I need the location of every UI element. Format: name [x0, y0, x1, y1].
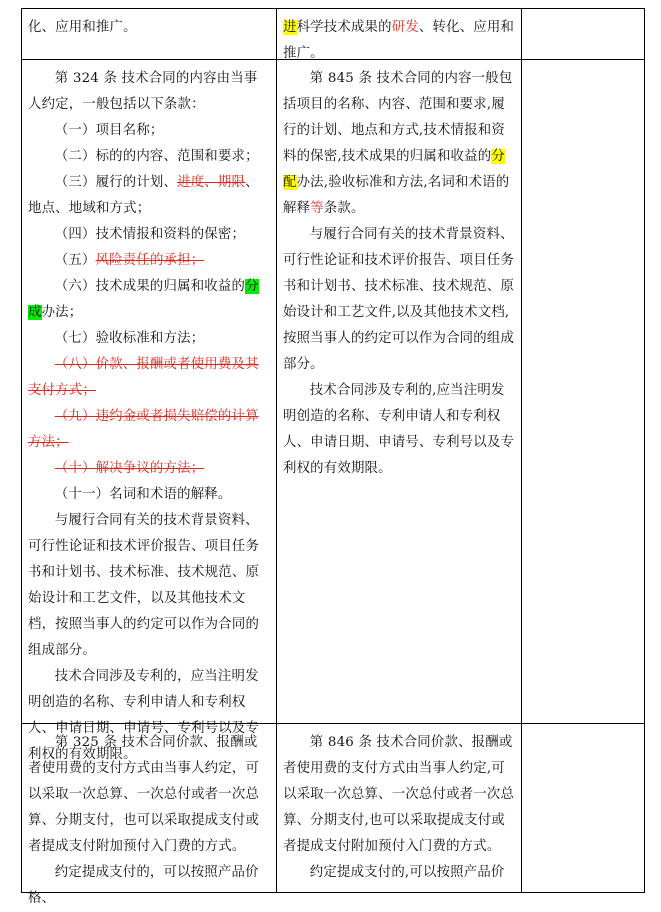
notes-cell — [522, 9, 644, 59]
red-insertion: 研发 — [391, 20, 419, 35]
deleted-text: 风险责任的承担； — [95, 253, 205, 268]
paragraph: 技术合同涉及专利的,应当注明发明创造的名称、专利申请人和专利权人、申请日期、申请号、专利号以及专利权的有效期限。 — [283, 383, 515, 476]
deleted-text: 进度、期限 — [177, 175, 246, 190]
highlight-yellow: 进 — [283, 20, 297, 35]
article-324: 第 324 条 技术合同的内容由当事人约定，一般包括以下条款： — [28, 71, 258, 112]
old-text: 化、应用和推广。 — [28, 20, 137, 35]
list-item: （五）风险责任的承担； — [54, 253, 205, 268]
new-text: 进科学技术成果的研发、转化、应用和推广。 — [283, 20, 515, 61]
paragraph: 技术合同涉及专利的，应当注明发明创造的名称、专利申请人和专利权人、申请日期、申请号、专利号以及专利权的有效期限。 — [28, 669, 260, 762]
new-law-cell — [277, 724, 522, 892]
list-item: （三）履行的计划、进度、期限、地点、地域和方式； — [28, 175, 259, 216]
highlight-yellow: 分配 — [283, 149, 505, 190]
new-law-cell — [277, 60, 522, 723]
list-item: （六）技术成果的归属和收益的分成办法； — [28, 279, 259, 320]
paragraph: 约定提成支付的,可以按照产品价 — [309, 865, 505, 880]
notes-cell — [522, 724, 644, 892]
list-item: （十一）名词和术语的解释。 — [54, 487, 232, 502]
paragraph: 约定提成支付的，可以按照产品价格、 — [28, 865, 259, 906]
table-row — [22, 9, 644, 60]
list-item: （二）标的的内容、范围和要求； — [54, 149, 259, 164]
table-row — [22, 724, 644, 906]
list-item: （一）项目名称； — [54, 123, 164, 138]
highlight-green: 分成 — [28, 279, 259, 320]
comparison-table — [21, 8, 645, 906]
paragraph: 与履行合同有关的技术背景资料、可行性论证和技术评价报告、项目任务书和计划书、技术标准、技术规范、原始设计和工艺文件,以及其他技术文档,按照当事人的约定可以作为合同的组成部分。 — [283, 227, 515, 372]
deleted-list-item: （十）解决争议的方法； — [54, 461, 205, 476]
notes-cell — [522, 60, 644, 723]
article-325: 第 325 条 技术合同价款、报酬或者使用费的支付方式由当事人约定，可以采取一次总算、一次总付或者一次总算、分期支付，也可以采取提成支付或者提成支付附加预付入门费的方式。 — [28, 735, 260, 854]
table-row — [22, 60, 644, 762]
old-law-cell — [22, 60, 277, 762]
deleted-list-item: （八）价款、报酬或者使用费及其支付方式； — [28, 357, 259, 398]
deleted-list-item: （九）违约金或者损失赔偿的计算方法； — [28, 409, 259, 450]
red-insertion: 等 — [310, 201, 324, 216]
new-law-cell — [277, 9, 522, 59]
article-846: 第 846 条 技术合同价款、报酬或者使用费的支付方式由当事人约定,可以采取一次总算、一次总付或者一次总算、分期支付,也可以采取提成支付或者提成支付附加预付入门费的方式。 — [283, 735, 515, 854]
old-law-cell — [22, 9, 277, 59]
list-item: （七）验收标准和方法； — [54, 331, 205, 346]
article-845: 第 845 条 技术合同的内容一般包括项目的名称、内容、范围和要求,履行的计划、地点和方式,技术情报和资料的保密,技术成果的归属和收益的分配办法,验收标准和方法,名词和术语的解释等条款。 — [283, 71, 513, 216]
paragraph: 与履行合同有关的技术背景资料、可行性论证和技术评价报告、项目任务书和计划书、技术标准、技术规范、原始设计和工艺文件，以及其他技术文档，按照当事人的约定可以作为合同的组成部分。 — [28, 513, 260, 658]
old-law-cell — [22, 724, 277, 906]
list-item: （四）技术情报和资料的保密； — [54, 227, 246, 242]
